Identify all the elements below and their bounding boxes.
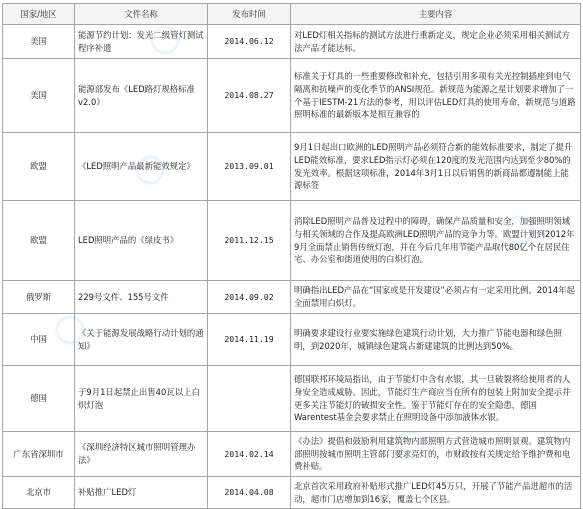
- cell-date: 2014.06.12: [208, 25, 291, 59]
- cell-content: 北京首次采用政府补贴形式推广LED灯45万只，开展了节能产品进超市的活动，超市门店增加到16家，覆盖七个区县。: [291, 477, 581, 509]
- cell-region: 中国: [3, 314, 75, 366]
- table-row: [3, 201, 581, 281]
- table-row: [3, 314, 581, 366]
- cell-region: 美国: [3, 25, 75, 59]
- cell-document: 229号文件、155号文件: [75, 281, 208, 314]
- cell-document: 《关于能源发展战略行动计划的通知》: [75, 314, 208, 366]
- cell-region: 广东省深圳市: [3, 432, 75, 477]
- table-row: [3, 281, 581, 314]
- header-date: 发布时间: [208, 4, 291, 25]
- table-row: [3, 133, 581, 201]
- header-content: 主要内容: [291, 4, 581, 25]
- cell-date: 2014.08.27: [208, 59, 291, 133]
- cell-region: 俄罗斯: [3, 281, 75, 314]
- cell-document: 补贴推广LED灯: [75, 477, 208, 509]
- cell-region: 美国: [3, 59, 75, 133]
- cell-date: 2013.09.01: [208, 133, 291, 201]
- cell-document: 《LED照明产品最新能效规定》: [75, 133, 208, 201]
- table-row: [3, 25, 581, 59]
- cell-region: 欧盟: [3, 133, 75, 201]
- cell-content: 《办法》提倡和鼓励利用建筑物内部照明方式营造城市照明景观。建筑物内部照明按城市照明主管部门要求亮灯的，市财政按有关规定给予维护费和电费补贴。: [291, 432, 581, 477]
- cell-region: 德国: [3, 366, 75, 432]
- cell-date: 2014.02.14: [208, 432, 291, 477]
- cell-content: 对LED灯相关指标的测试方法进行重新定义，规定企业必须采用相关测试方法产品才能达标。: [291, 25, 581, 59]
- cell-content: 德国联邦环境局指出，由于节能灯中含有水银，其一旦破裂将给使用者的人身安全造成威胁。因此，节能灯生产商应当在所有的包装上附加安全提示并更多关注节能灯的破损安全性。鉴于节能灯存在的安全隐患，德国Warentest基金会要求禁止在照明设备中添加液体水银。: [291, 366, 581, 432]
- header-region: 国家/地区: [3, 4, 75, 25]
- cell-date: 2014.04.08: [208, 477, 291, 509]
- cell-document: LED照明产品的《绿皮书》: [75, 201, 208, 281]
- table-row: [3, 59, 581, 133]
- cell-content: 9月1日起出口欧洲的LED照明产品必须符合新的能效标准要求，制定了提升LED能效标准，要求LED指示灯必须在120度的发光范围内达到至少80%的发光效率。根据这项标准，2014年3月1日以后销售的新商品都遵制能上能源标签: [291, 133, 581, 201]
- cell-content: 标准关于灯具的一些重要修改和补充，包括引用多项有关光控制插座到电气隔离和抗噪声的变化季节的ANSI规范。新规范为能源之星计划要求增加了一个基于IESTM-21方法的参考，用以评估LED灯具的使用寿命，新规范与道路照明标准的最新版本是相互兼容的: [291, 59, 581, 133]
- cell-document: 能源部发布《LED路灯规格标准v2.0》: [75, 59, 208, 133]
- cell-region: 欧盟: [3, 201, 75, 281]
- cell-region: 北京市: [3, 477, 75, 509]
- table-row: [3, 432, 581, 477]
- header-row: [3, 4, 581, 25]
- table-row: [3, 477, 581, 509]
- header-document: 文件名称: [75, 4, 208, 25]
- cell-document: 能源节约计划：发光二级管灯测试程序补遗: [75, 25, 208, 59]
- cell-document: 于9月1日起禁止出售40瓦以上白炽灯泡: [75, 366, 208, 432]
- cell-date: 2014.11.19: [208, 314, 291, 366]
- cell-date: [208, 366, 291, 432]
- cell-date: 2011.12.15: [208, 201, 291, 281]
- table-row: [3, 366, 581, 432]
- cell-content: 消除LED照明产品普及过程中的障碍，确保产品质量和安全，加强照明领域与相关领域的合作及提高欧洲LED照明产品的竞争力等。欧盟计划到2012年9月全面禁止销售传统灯泡，并在今后几年用节能产品取代80亿个在居民住宅、办公室和街道使用的白炽灯泡。: [291, 201, 581, 281]
- cell-document: 《深圳经济特区城市照明管理办法》: [75, 432, 208, 477]
- cell-content: 明确要求建设行业要实施绿色建筑行动计划，大力推广节能电器和绿色照明，到2020年，城镇绿色建筑占新建建筑的比例达到50%。: [291, 314, 581, 366]
- policy-table: [2, 3, 581, 509]
- cell-content: 明确指出LED产品在“国家或是开发建设”必须占有一定采用比例。2014年起全面禁用白炽灯。: [291, 281, 581, 314]
- cell-date: 2014.09.02: [208, 281, 291, 314]
